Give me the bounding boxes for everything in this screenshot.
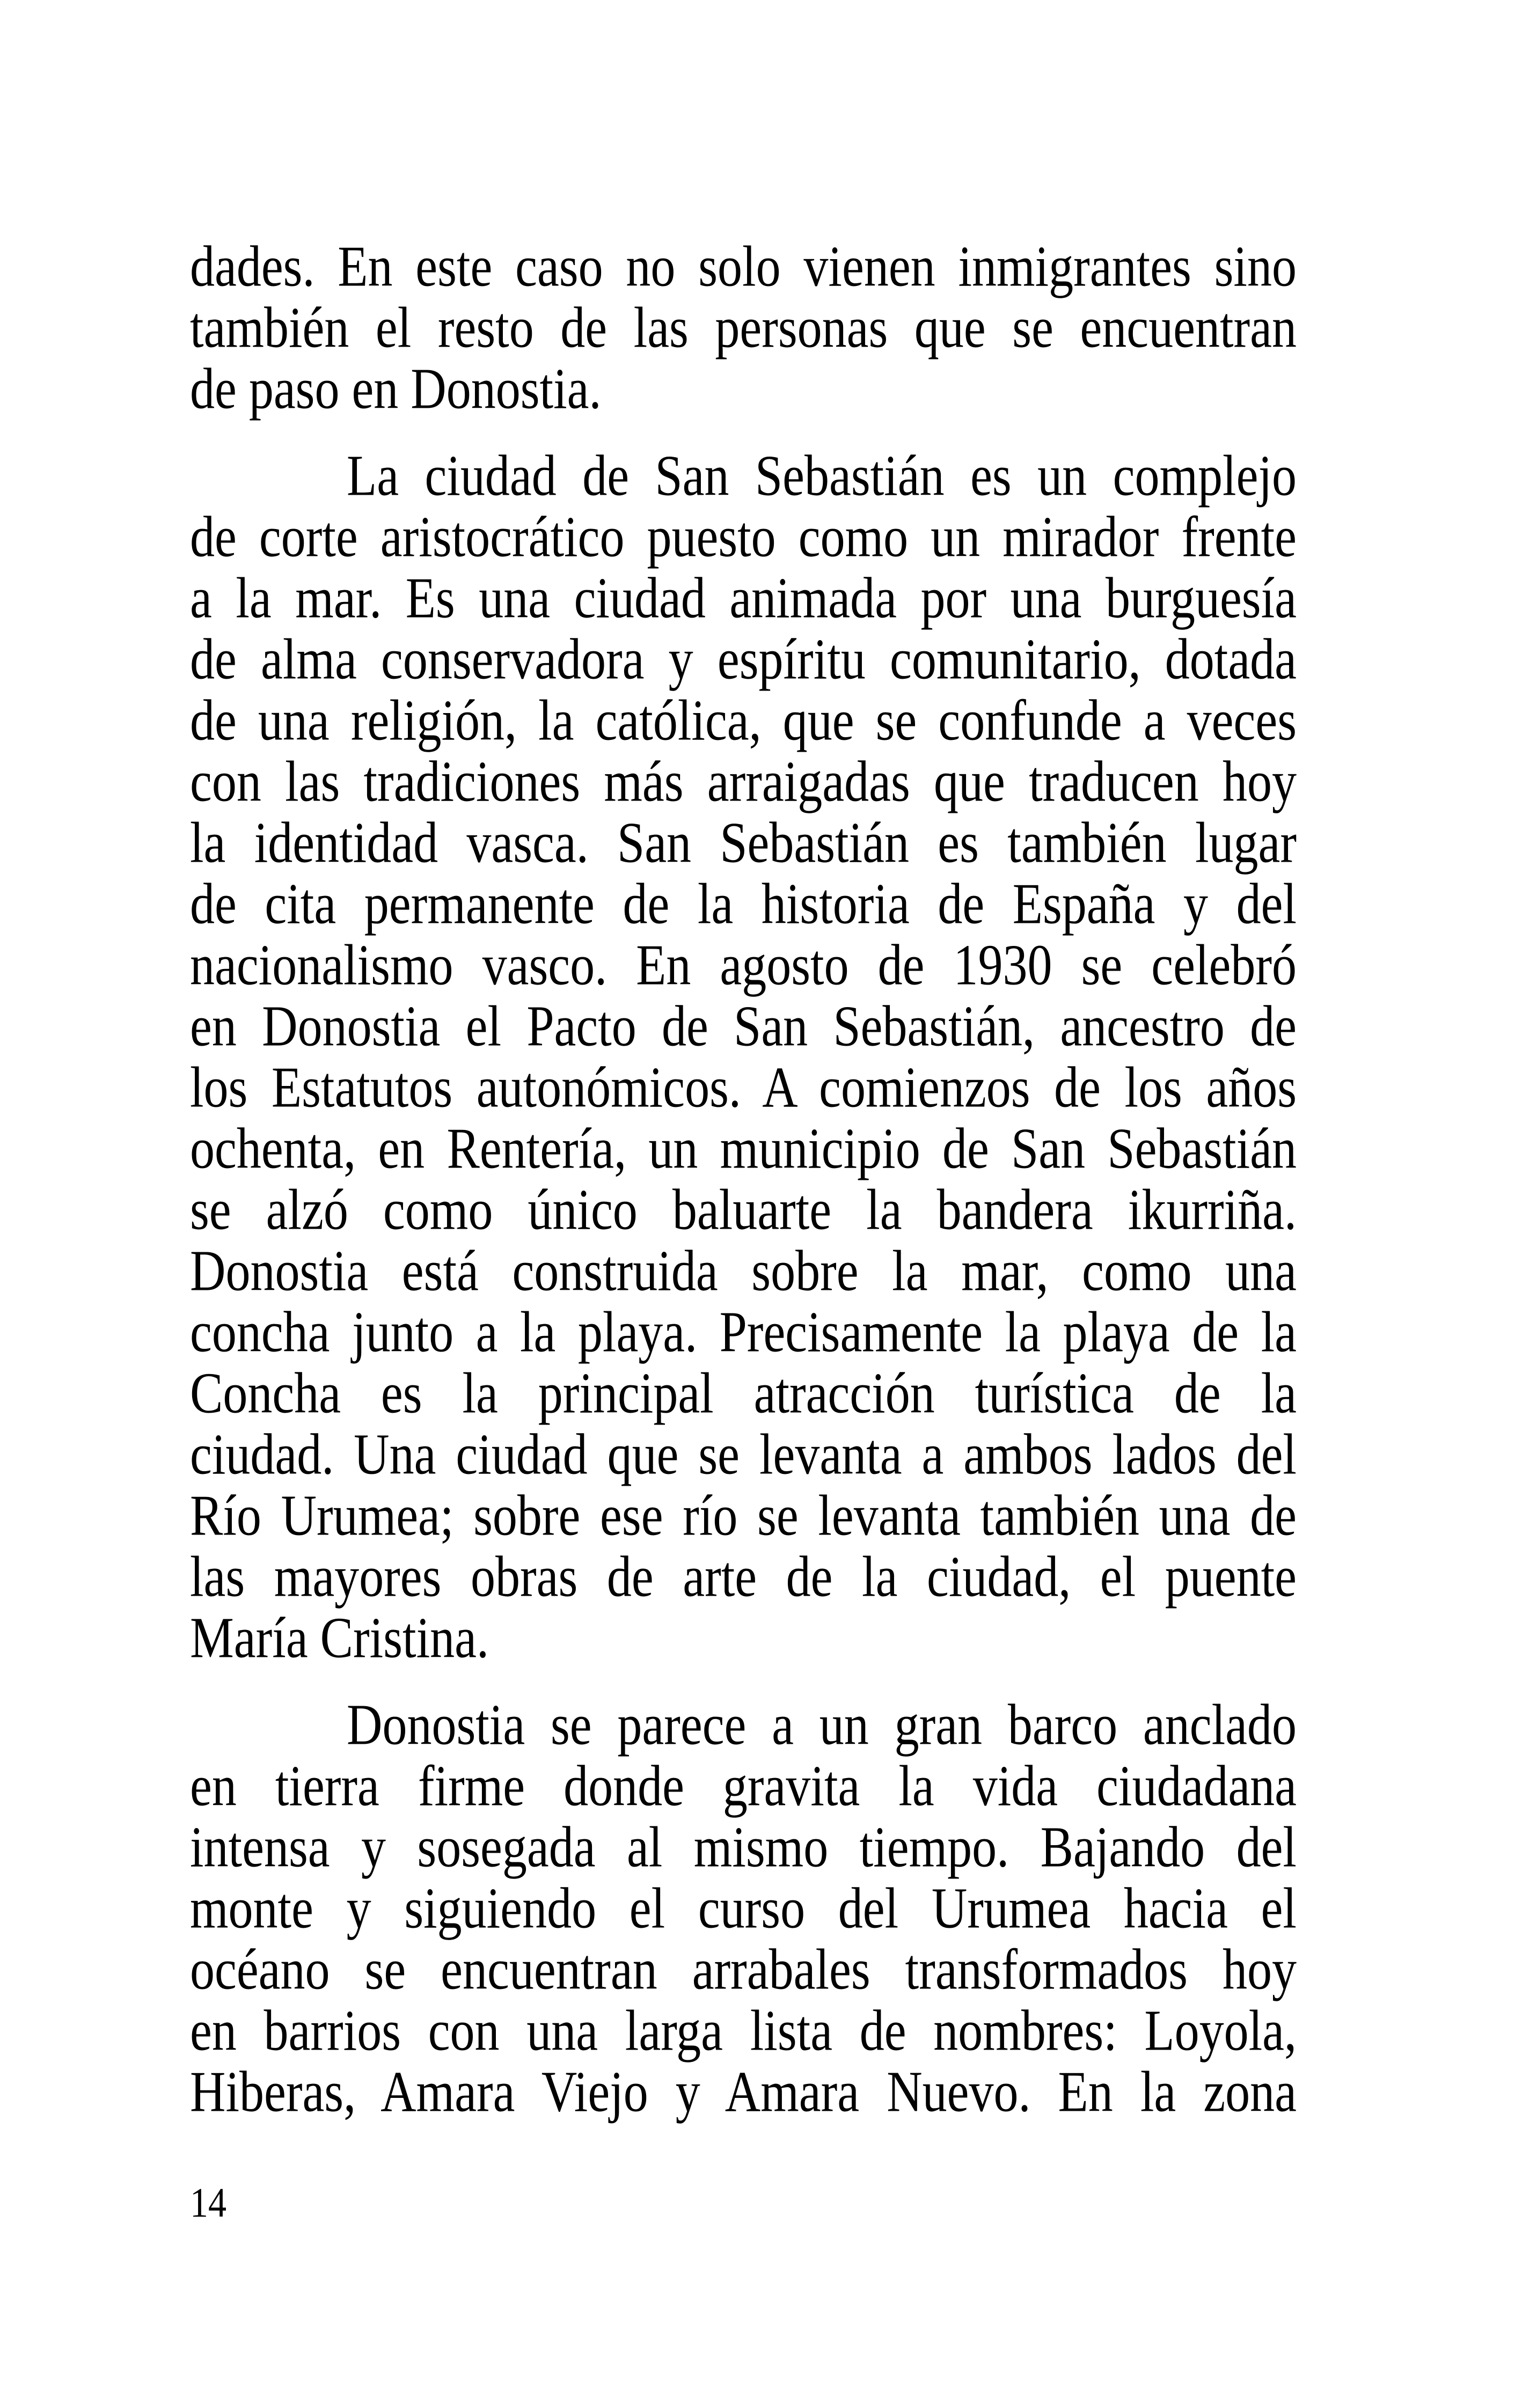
body-text xyxy=(190,233,1297,2124)
text-line: las mayores obras de arte de la ciudad, el puente xyxy=(190,1544,1297,1609)
text-line: en barrios con una larga lista de nombres: Loyola, xyxy=(190,1998,1297,2063)
text-line: de corte aristocrático puesto como un mirador frente xyxy=(190,504,1297,569)
text-line: la identidad vasca. San Sebastián es también lugar xyxy=(190,810,1297,875)
paragraph xyxy=(190,233,1297,421)
text-line: de cita permanente de la historia de España y del xyxy=(190,871,1297,936)
page-number: 14 xyxy=(190,2179,226,2226)
text-line: ciudad. Una ciudad que se levanta a ambos lados del xyxy=(190,1421,1297,1487)
text-line: concha junto a la playa. Precisamente la playa de la xyxy=(190,1299,1297,1364)
text-line: monte y siguiendo el curso del Urumea hacia el xyxy=(190,1875,1297,1941)
text-line: en Donostia el Pacto de San Sebastián, ancestro de xyxy=(190,993,1297,1059)
text-line: La ciudad de San Sebastián es un complejo xyxy=(347,443,1297,508)
text-line: Río Urumea; sobre ese río se levanta también una de xyxy=(190,1482,1297,1548)
paragraph xyxy=(190,445,1297,1668)
text-line: de una religión, la católica, que se confunde a veces xyxy=(190,687,1297,753)
paragraph xyxy=(190,1694,1297,2122)
text-line: nacionalismo vasco. En agosto de 1930 se celebró xyxy=(190,932,1297,997)
text-line: ochenta, en Rentería, un municipio de San Sebastián xyxy=(190,1115,1297,1181)
text-line: de paso en Donostia. xyxy=(190,356,602,421)
text-line: Donostia está construida sobre la mar, como una xyxy=(190,1238,1297,1303)
text-line: intensa y sosegada al mismo tiempo. Bajando del xyxy=(190,1814,1297,1880)
text-line: en tierra firme donde gravita la vida ciudadana xyxy=(190,1753,1297,1818)
text-line: Donostia se parece a un gran barco anclado xyxy=(347,1692,1297,1757)
text-line: también el resto de las personas que se encuentran xyxy=(190,295,1297,360)
text-line: de alma conservadora y espíritu comunitario, dotada xyxy=(190,626,1297,692)
text-line: a la mar. Es una ciudad animada por una burguesía xyxy=(190,565,1297,630)
text-line: con las tradiciones más arraigadas que traducen hoy xyxy=(190,748,1297,814)
text-line: dades. En este caso no solo vienen inmigrantes sino xyxy=(190,233,1297,299)
text-line: se alzó como único baluarte la bandera ikurriña. xyxy=(190,1177,1297,1242)
text-line: los Estatutos autonómicos. A comienzos de los años xyxy=(190,1054,1297,1120)
text-line: Hiberas, Amara Viejo y Amara Nuevo. En la zona xyxy=(190,2059,1297,2124)
text-line: océano se encuentran arrabales transformados hoy xyxy=(190,1936,1297,2002)
text-line: Concha es la principal atracción turística de la xyxy=(190,1360,1297,1426)
text-line: María Cristina. xyxy=(190,1605,489,1670)
